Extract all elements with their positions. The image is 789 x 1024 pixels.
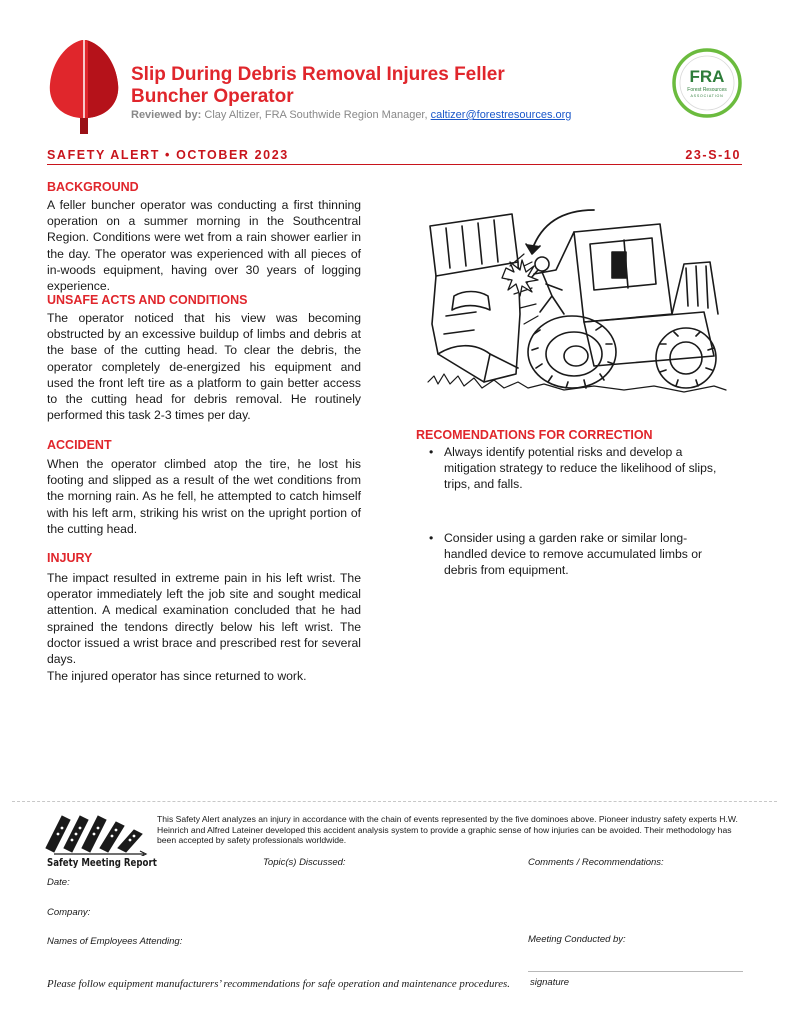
bullet-icon: • bbox=[429, 531, 434, 545]
recommendations-heading: RECOMENDATIONS FOR CORRECTION bbox=[416, 428, 653, 442]
injury-heading: INJURY bbox=[47, 551, 93, 565]
page-title: Slip During Debris Removal Injures Feller Buncher Operator bbox=[131, 64, 505, 107]
unsafe-heading: UNSAFE ACTS AND CONDITIONS bbox=[47, 293, 248, 307]
accident-text: When the operator climbed atop the tire, he lost his footing and slipped as a result of the wet conditions from the morning rain. As he fell, he attempted to catch himself with his left arm, striking his wrist on the upright portion of the cutting head. bbox=[47, 457, 361, 536]
signature-line bbox=[528, 971, 743, 972]
logo-line2: ASSOCIATION bbox=[690, 94, 724, 98]
manufacturer-notice: Please follow equipment manufacturers’ recommendations for safe operation and maintenance procedures. bbox=[47, 978, 510, 990]
conducted-by-label: Meeting Conducted by: bbox=[528, 934, 626, 945]
alert-code: 23-S-10 bbox=[685, 148, 741, 162]
company-label: Company: bbox=[47, 907, 91, 918]
logo-line1: Forest Resources bbox=[687, 87, 727, 93]
injury-followup: The injured operator has since returned to work. bbox=[47, 669, 307, 683]
footer-divider bbox=[12, 801, 777, 802]
injury-text: The impact resulted in extreme pain in his left wrist. The operator immediately left the job site and sought medical attention. A medical examination concluded that he had sprained the tendons directly below his left wrist. The doctor issued a wrist brace and prescribed rest for several days. bbox=[47, 571, 361, 667]
date-label: Date: bbox=[47, 877, 70, 888]
employees-label: Names of Employees Attending: bbox=[47, 936, 183, 947]
alert-label: SAFETY ALERT • OCTOBER 2023 bbox=[47, 148, 289, 162]
reviewed-label: Reviewed by: bbox=[131, 109, 202, 121]
topics-label: Topic(s) Discussed: bbox=[263, 857, 346, 868]
reviewer-email-link[interactable]: caltizer@forestresources.org bbox=[430, 109, 572, 121]
reviewed-by bbox=[131, 109, 571, 121]
fra-logo-icon bbox=[672, 48, 742, 118]
bullet-icon: • bbox=[429, 445, 434, 459]
background-text: A feller buncher operator was conducting a first thinning operation on a summer morning in the Southcentral Region. Conditions were wet from a rain shower earlier in the day. The operator was experienced with all pieces of in-woods equipment, having over 30 years of logging experience. bbox=[47, 198, 361, 294]
methodology-note: This Safety Alert analyzes an injury in accordance with the chain of events represented by the five dominoes above. Pioneer industry safety experts H.W. Heinrich and Alfred Lateiner developed this accident analysis system to provide a graphic sense of how injuries can be avoided. Their methodology has been accepted by safety professionals worldwide. bbox=[157, 814, 738, 846]
feller-buncher-illustration bbox=[424, 204, 730, 400]
alert-divider bbox=[47, 164, 742, 165]
signature-label: signature bbox=[530, 977, 570, 988]
tree-logo-icon bbox=[46, 36, 122, 136]
recommendation-text: Consider using a garden rake or similar long-handled device to remove accumulated limbs or debris from equipment. bbox=[444, 531, 703, 578]
recommendation-text: Always identify potential risks and develop a mitigation strategy to reduce the likelihood of slips, trips, and falls. bbox=[444, 445, 717, 492]
list-item bbox=[424, 530, 724, 579]
list-item bbox=[424, 444, 724, 493]
background-heading: BACKGROUND bbox=[47, 180, 139, 194]
safety-meeting-report-title: Safety Meeting Report bbox=[47, 857, 157, 869]
logo-abbr: FRA bbox=[689, 67, 725, 86]
unsafe-text: The operator noticed that his view was becoming obstructed by an excessive buildup of limbs and debris at the base of the cutting head. To clear the debris, the operator completely de-energized his equipment and used the front left tire as a platform to gain better access to the cutting head for debris removal. He routinely performed this task 2-3 times per day. bbox=[47, 311, 361, 423]
reviewer-text: Clay Altizer, FRA Southwide Region Manager, bbox=[204, 109, 428, 121]
dominoes-icon bbox=[44, 808, 152, 856]
comments-label: Comments / Recommendations: bbox=[528, 857, 664, 868]
accident-heading: ACCIDENT bbox=[47, 438, 112, 452]
